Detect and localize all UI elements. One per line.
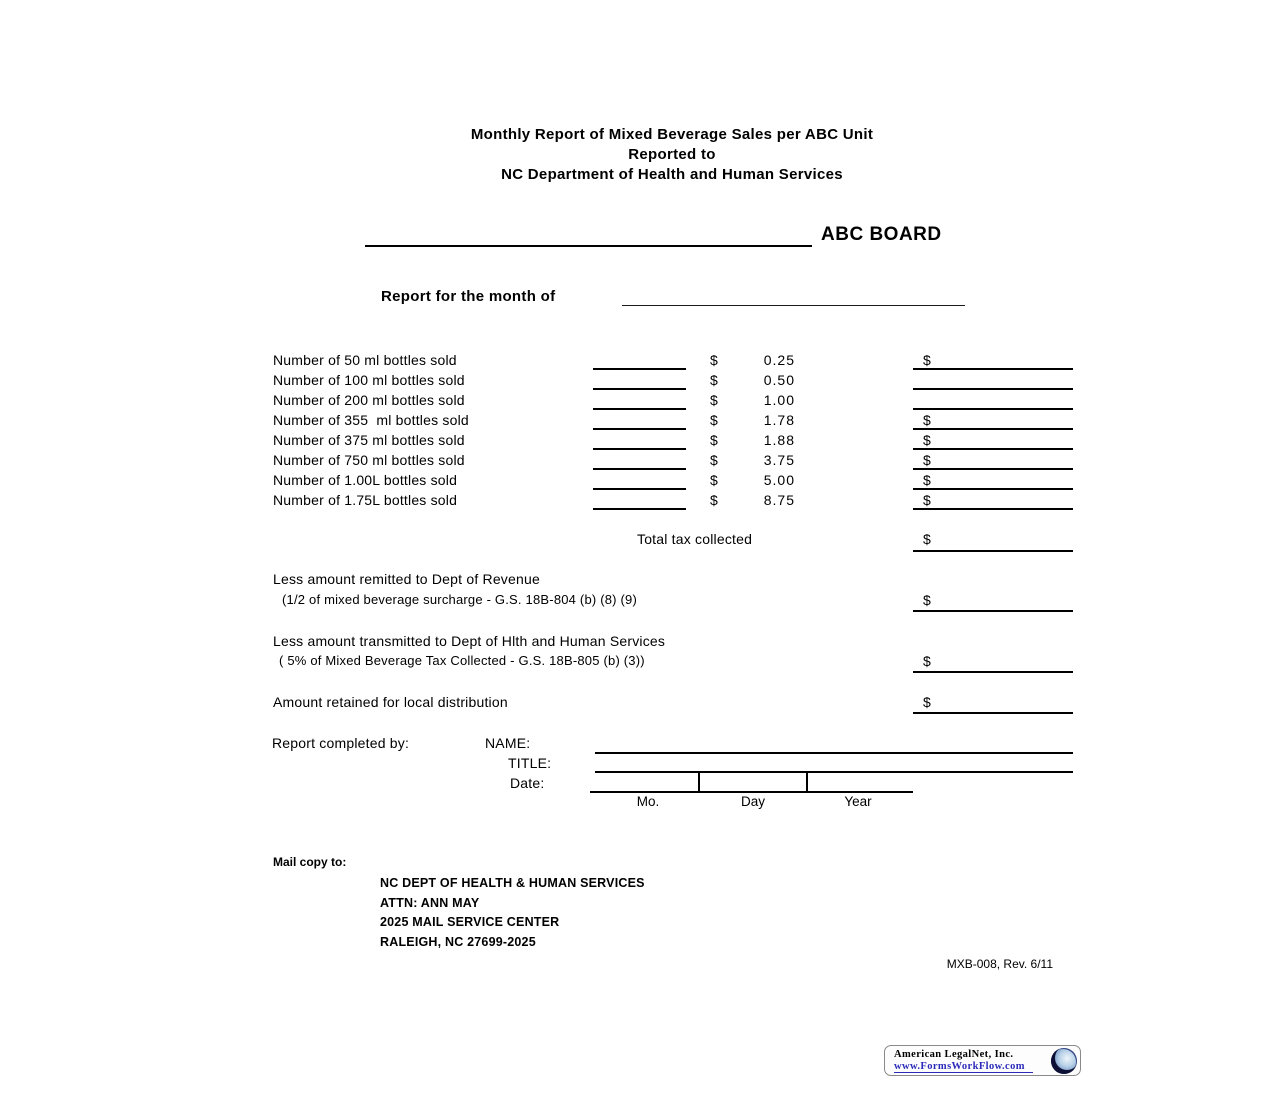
- bottle-tax-rate: 0.50: [763, 372, 795, 388]
- title-label: TITLE:: [508, 755, 552, 771]
- rate-dollar-sign: $: [710, 492, 718, 508]
- transmitted-label: Less amount transmitted to Dept of Hlth and Human Services: [273, 633, 666, 649]
- bottle-row-label: Number of 1.00L bottles sold: [273, 472, 458, 488]
- retained-dollar-sign: $: [923, 694, 931, 710]
- rate-dollar-sign: $: [710, 392, 718, 408]
- remitted-input-line[interactable]: [913, 610, 1073, 612]
- total-tax-dollar-sign: $: [923, 531, 931, 547]
- name-input-line[interactable]: [595, 752, 1073, 754]
- date-label: Date:: [510, 775, 545, 791]
- rate-dollar-sign: $: [710, 412, 718, 428]
- bottle-tax-rate: 1.88: [763, 432, 795, 448]
- date-day-year-divider: [806, 771, 808, 791]
- bottle-row-label: Number of 355 ml bottles sold: [273, 412, 469, 428]
- retained-label: Amount retained for local distribution: [273, 694, 508, 710]
- sales-table-row: [273, 370, 1083, 390]
- remitted-label: Less amount remitted to Dept of Revenue: [273, 571, 540, 587]
- amount-dollar-sign: $: [923, 352, 931, 368]
- legalnet-globe-icon: [1051, 1048, 1077, 1074]
- sales-table-row: [273, 470, 1083, 490]
- form-code: MXB-008, Rev. 6/11: [946, 957, 1053, 971]
- transmitted-dollar-sign: $: [923, 653, 931, 669]
- rate-dollar-sign: $: [710, 452, 718, 468]
- date-mo-day-divider: [698, 771, 700, 791]
- title-input-line[interactable]: [595, 771, 1073, 773]
- formsworkflow-link[interactable]: www.FormsWorkFlow.com: [894, 1061, 1033, 1073]
- remitted-dollar-sign: $: [923, 592, 931, 608]
- sales-table: [273, 350, 1083, 510]
- bottle-tax-rate: 3.75: [763, 452, 795, 468]
- amount-dollar-sign: $: [923, 472, 931, 488]
- bottle-tax-rate: 5.00: [763, 472, 795, 488]
- legalnet-company-name: American LegalNet, Inc.: [894, 1049, 1014, 1060]
- legalnet-branding-box: [884, 1045, 1081, 1076]
- rate-dollar-sign: $: [710, 352, 718, 368]
- sales-table-row: [273, 410, 1083, 430]
- report-month-input-line[interactable]: [622, 305, 965, 306]
- sales-table-row: [273, 450, 1083, 470]
- mail-address-line-2: ATTN: ANN MAY: [380, 896, 480, 910]
- mail-address-line-1: NC DEPT OF HEALTH & HUMAN SERVICES: [380, 876, 645, 890]
- tax-amount-input-line[interactable]: [913, 508, 1073, 510]
- document-title: [322, 125, 1022, 185]
- sales-table-row: [273, 430, 1083, 450]
- bottle-tax-rate: 8.75: [763, 492, 795, 508]
- amount-dollar-sign: $: [923, 492, 931, 508]
- amount-dollar-sign: $: [923, 412, 931, 428]
- amount-dollar-sign: $: [923, 432, 931, 448]
- total-tax-label: Total tax collected: [637, 531, 753, 547]
- abc-board-name-line[interactable]: [365, 245, 812, 247]
- bottle-tax-rate: 0.25: [763, 352, 795, 368]
- remitted-note: (1/2 of mixed beverage surcharge - G.S. 18B-804 (b) (8) (9): [282, 592, 638, 607]
- sales-table-row: [273, 350, 1083, 370]
- bottle-row-label: Number of 50 ml bottles sold: [273, 352, 457, 368]
- title-line-2: Reported to: [628, 146, 716, 163]
- name-label: NAME:: [485, 735, 531, 751]
- mail-address-line-3: 2025 MAIL SERVICE CENTER: [380, 915, 560, 929]
- bottle-quantity-input-line[interactable]: [593, 508, 686, 510]
- mail-address-line-4: RALEIGH, NC 27699-2025: [380, 935, 536, 949]
- bottle-tax-rate: 1.78: [763, 412, 795, 428]
- title-line-1: Monthly Report of Mixed Beverage Sales per ABC Unit: [470, 126, 874, 143]
- report-month-label: Report for the month of: [381, 288, 556, 305]
- title-line-3: NC Department of Health and Human Services: [501, 166, 843, 183]
- rate-dollar-sign: $: [710, 432, 718, 448]
- transmitted-input-line[interactable]: [913, 671, 1073, 673]
- sales-table-row: [273, 390, 1083, 410]
- month-column-label: Mo.: [636, 794, 660, 809]
- amount-dollar-sign: $: [923, 452, 931, 468]
- bottle-row-label: Number of 200 ml bottles sold: [273, 392, 465, 408]
- day-column-label: Day: [740, 794, 765, 809]
- bottle-tax-rate: 1.00: [763, 392, 795, 408]
- bottle-row-label: Number of 375 ml bottles sold: [273, 432, 465, 448]
- rate-dollar-sign: $: [710, 372, 718, 388]
- abc-board-label: ABC BOARD: [821, 224, 942, 245]
- year-column-label: Year: [844, 794, 872, 809]
- rate-dollar-sign: $: [710, 472, 718, 488]
- mail-copy-heading: Mail copy to:: [273, 855, 347, 869]
- report-completed-by-label: Report completed by:: [272, 735, 410, 751]
- retained-input-line[interactable]: [913, 712, 1073, 714]
- transmitted-note: ( 5% of Mixed Beverage Tax Collected - G.S. 18B-805 (b) (3)): [279, 653, 645, 668]
- bottle-row-label: Number of 750 ml bottles sold: [273, 452, 465, 468]
- bottle-row-label: Number of 100 ml bottles sold: [273, 372, 465, 388]
- sales-table-row: [273, 490, 1083, 510]
- date-input-line[interactable]: [590, 791, 913, 793]
- total-tax-input-line[interactable]: [913, 550, 1073, 552]
- bottle-row-label: Number of 1.75L bottles sold: [273, 492, 458, 508]
